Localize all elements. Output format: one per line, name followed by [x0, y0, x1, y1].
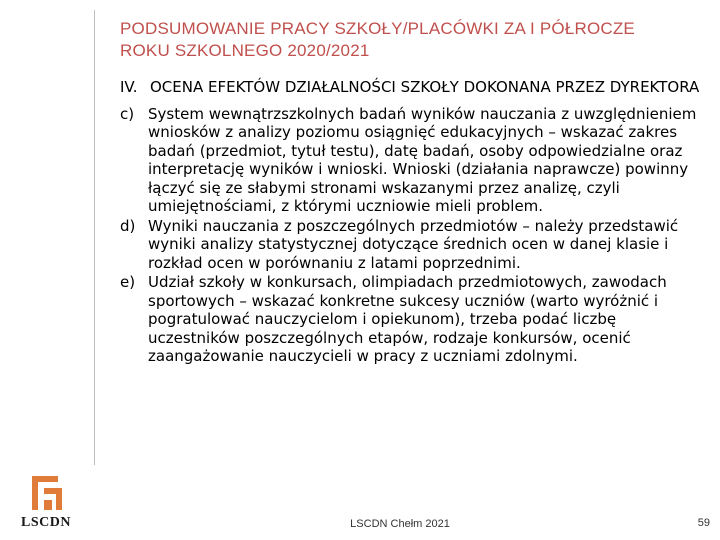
left-divider-line [94, 10, 95, 465]
list-item-marker: c) [120, 104, 135, 123]
list-item [120, 105, 705, 216]
slide-title: PODSUMOWANIE PRACY SZKOŁY/PLACÓWKI ZA I PÓŁROCZE ROKU SZKOLNEGO 2020/2021 [120, 19, 635, 60]
footer-text: LSCDN Chełm 2021 [350, 518, 450, 530]
page-number: 59 [697, 517, 710, 529]
list-item-text: Wyniki nauczania z poszczególnych przedmiotów – należy przedstawić wyniki analizy statystycznej dotyczące średnich ocen w danej klasie i rozkład ocen w porównaniu z latami poprzednimi. [148, 216, 679, 272]
section-heading-marker: IV. [120, 78, 138, 96]
slide-content [120, 78, 705, 367]
logo-wordmark: LSCDN [21, 515, 71, 530]
list-item [120, 217, 705, 273]
list-item-text: Udział szkoły w konkursach, olimpiadach przedmiotowych, zawodach sportowych – wskazać konkretne sukcesy uczniów (warto wyróżnić i pogratulować nauczycielom i opiekunom), trzeba podać liczbę uczestników poszczególnych etapów, rodzaje konkursów, ocenić zaangażowanie nauczycieli w pracy z uczniami zdolnymi. [148, 273, 667, 365]
list-item [120, 273, 705, 366]
list-item-marker: d) [120, 216, 136, 235]
section-heading-text: OCENA EFEKTÓW DZIAŁALNOŚCI SZKOŁY DOKONANA PRZEZ DYREKTORA [150, 78, 700, 96]
section-heading [120, 78, 705, 97]
list-item-text: System wewnątrzszkolnych badań wyników nauczania z uwzględnieniem wniosków z analizy poziomu osiągnięć edukacyjnych – wskazać zakres badań (przedmiot, tytuł testu), datę badań, osoby odpowiedzialne oraz interpretację wyników i wnioski. Wnioski (działania naprawcze) powinny łączyć się ze słabymi stronami wskazanymi przez analizę, czyli umiejętnościami, z którymi uczniowie mieli problem. [148, 104, 697, 215]
list-item-marker: e) [120, 273, 136, 291]
